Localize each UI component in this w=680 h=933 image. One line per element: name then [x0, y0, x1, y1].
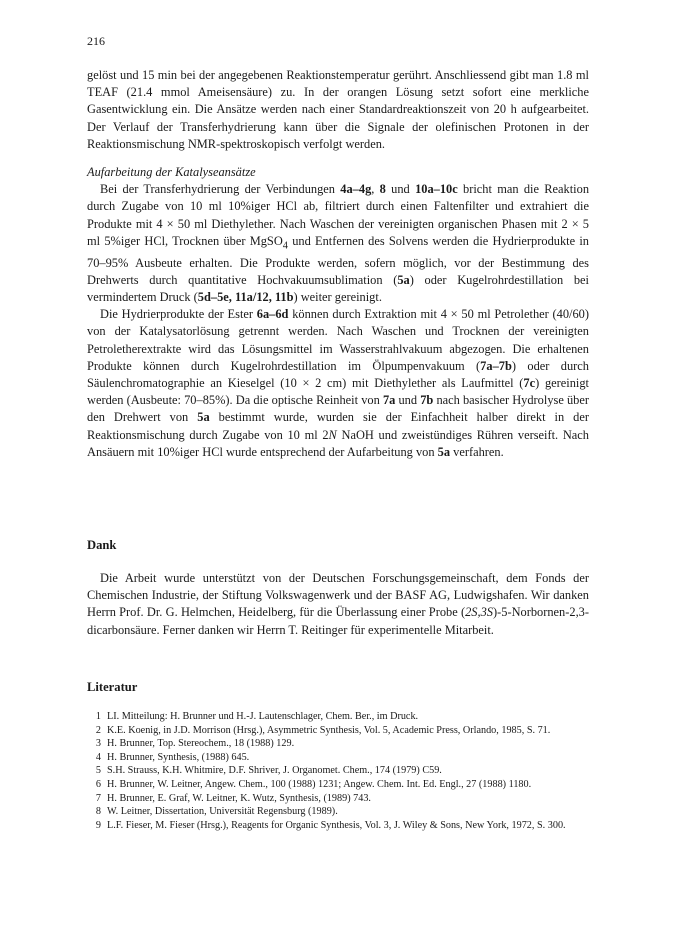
reference-text: W. Leitner, Dissertation, Universität Regensburg (1989).	[107, 806, 338, 818]
reference-number: 4	[95, 751, 101, 763]
reference-number: 7	[95, 792, 101, 804]
workup-paragraph-2: Die Hydrierprodukte der Ester 6a–6d können durch Extraktion mit 4 × 50 ml Petrolether (40/60) von der Katalysatorlösung getrennt werden. Nach Waschen und Trocknen der vereinigten Petroletherextrakte wird das Lösungsmittel im Wasserstrahlvakuum abgezogen. Die erhaltenen Produkte können durch Kugelrohrdestillation im Ölpumpenvakuum (7a–7b) oder durch Säulenchromatographie an Kieselgel (10 × 2 cm) mit Diethylether als Laufmittel (7c) gereinigt werden (Ausbeute: 70–85%). Da die optische Reinheit von 7a und 7b nach basischer Hydrolyse über den Drehwert von 5a bestimmt wurde, wurden sie der Einfachheit halber direkt in der Reaktionsmischung durch Zugabe von 10 ml 2N NaOH und zweistündiges Rühren verseift. Nach Ansäuern mit 10%iger HCl wurde entsprechend der Aufarbeitung von 5a verfahren.	[87, 307, 589, 459]
subheading-workup: Aufarbeitung der Katalyseansätze	[87, 165, 256, 180]
reference-item	[87, 724, 589, 738]
compound-ref: 6a–6d	[256, 307, 289, 322]
reference-number: 5	[95, 765, 101, 777]
reference-item	[87, 751, 589, 765]
thanks-heading: Dank	[87, 538, 117, 552]
compound-ref: 10a–10c	[415, 182, 458, 197]
reference-item	[87, 764, 589, 778]
reference-text: K.E. Koenig, in J.D. Morrison (Hrsg.), Asymmetric Synthesis, Vol. 5, Academic Press, Orlando, 1985, S. 71.	[107, 724, 551, 736]
reference-item	[87, 778, 589, 792]
reference-text: H. Brunner, W. Leitner, Angew. Chem., 100 (1988) 1231; Angew. Chem. Int. Ed. Engl., 27 (1988) 1180.	[107, 778, 532, 790]
page-number: 216	[87, 34, 105, 48]
reference-number: 6	[95, 778, 101, 790]
reference-number: 1	[95, 711, 101, 722]
compound-ref: 7a	[382, 393, 396, 408]
reference-number: 8	[95, 806, 101, 818]
compound-ref: 5a	[197, 410, 210, 425]
experimental-text-block	[87, 67, 589, 461]
reference-number: 3	[95, 738, 101, 750]
compound-ref: 7a–7b	[480, 358, 512, 373]
reference-text: H. Brunner, Top. Stereochem., 18 (1988) 129.	[107, 738, 295, 750]
reference-text: H. Brunner, E. Graf, W. Leitner, K. Wutz, Synthesis, (1989) 743.	[107, 792, 371, 804]
reference-item	[87, 819, 589, 833]
compound-ref: 7c	[523, 375, 536, 390]
compound-ref: 7b	[420, 393, 434, 408]
reference-item	[87, 792, 589, 806]
reference-text: L.F. Fieser, M. Fieser (Hrsg.), Reagents for Organic Synthesis, Vol. 3, J. Wiley & Sons, New York, 1972, S. 300.	[107, 819, 566, 831]
reference-item	[87, 805, 589, 819]
reference-text: H. Brunner, Synthesis, (1988) 645.	[107, 751, 250, 763]
intro-paragraph: gelöst und 15 min bei der angegebenen Reaktionstemperatur gerührt. Anschliessend gibt man 1.8 ml TEAF (21.4 mmol Ameisensäure) zu. In der orangen Lösung setzt sofort eine merkliche Gasentwicklung ein. Die Ansätze werden nach einer Standardreaktionszeit von 20 h aufgearbeitet. Der Verlauf der Transferhydrierung kann über die Signale der olefinischen Protonen in der Reaktionsmischung NMR-spektroskopisch verfolgt werden.	[87, 68, 589, 151]
compound-ref: 5a	[397, 272, 410, 287]
compound-ref: 4a–4g	[340, 182, 372, 197]
compound-ref: 5a	[437, 444, 451, 459]
reference-list	[87, 710, 589, 832]
thanks-block	[87, 570, 589, 639]
reference-number: 9	[95, 819, 101, 831]
compound-ref: 5d–5e, 11a/12, 11b	[197, 289, 294, 304]
workup-paragraph-1: Bei der Transferhydrierung der Verbindungen 4a–4g, 8 und 10a–10c bricht man die Reaktion durch Zugabe von 10 ml 10%iger HCl ab, filtriert durch einen Faltenfilter und extrahiert die Produkte mit 4 × 50 ml Diethylether. Nach Waschen der vereinigten organischen Phasen mit 2 × 5 ml 5%iger HCl, Trocknen über MgSO$_4$ und Entfernen des Solvens werden die Hydrierprodukte in 70–95% Ausbeute erhalten. Die Produkte werden, sofern möglich, vor der Bestimmung des Drehwerts durch quantitative Hochvakuumsublimation (5a) oder Kugelrohrdestillation bei vermindertem Druck (5d–5e, 11a/12, 11b) weiter gereinigt.	[87, 182, 590, 304]
compound-ref: 8	[379, 182, 386, 197]
reference-text: S.H. Strauss, K.H. Whitmire, D.F. Shriver, J. Organomet. Chem., 174 (1979) C59.	[107, 765, 442, 777]
reference-item	[87, 737, 589, 751]
reference-item	[87, 710, 589, 724]
thanks-paragraph: Die Arbeit wurde unterstützt von der Deutschen Forschungsgemeinschaft, dem Fonds der Chemischen Industrie, der Stiftung Volkswagenwerk und der BASF AG, Ludwigshafen. Wir danken Herrn Prof. Dr. G. Helmchen, Heidelberg, für die Überlassung einer Probe (2S,3S)-5-Norbornen-2,3-dicarbonsäure. Ferner danken wir Herrn T. Reitinger für experimentelle Mitarbeit.	[87, 571, 589, 637]
reference-text: LI. Mitteilung: H. Brunner und H.-J. Lautenschlager, Chem. Ber., im Druck.	[107, 711, 419, 722]
literature-heading: Literatur	[87, 680, 138, 694]
reference-number: 2	[95, 724, 101, 736]
